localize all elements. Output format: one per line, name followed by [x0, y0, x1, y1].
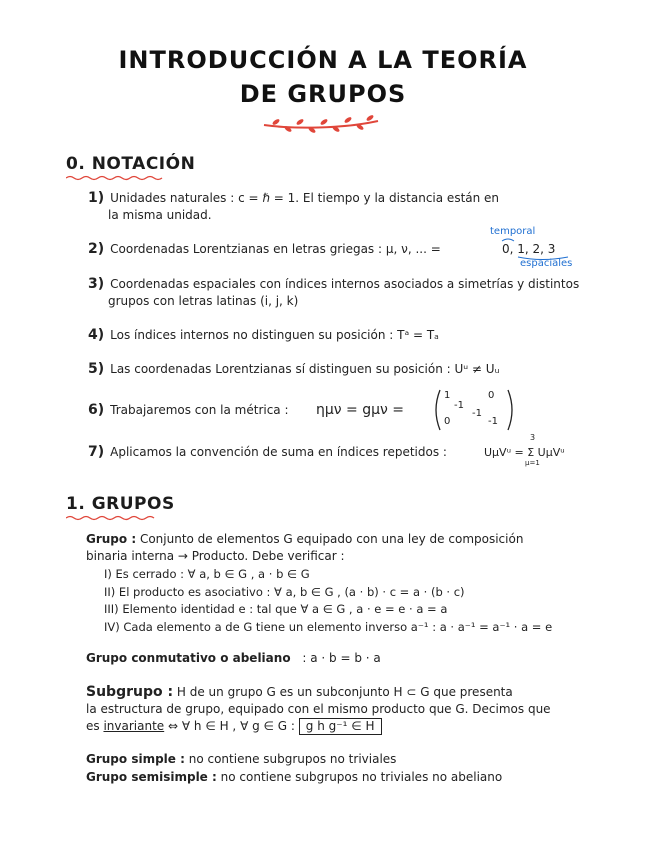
- item-text: Las coordenadas Lorentzianas sí distinguen su posición : Uᵘ ≠ Uᵤ: [110, 362, 500, 376]
- simple-text: no contiene subgrupos no triviales: [188, 752, 397, 766]
- grupo-definition-text: Conjunto de elementos G equipado con una ley de composición: [139, 532, 524, 546]
- definition-semisimple: [86, 769, 502, 786]
- term-subgrupo: Subgrupo :: [86, 684, 174, 700]
- metric-formula: ημν = gμν =: [316, 402, 405, 418]
- matrix-entry: 0: [488, 390, 495, 401]
- item-text: Aplicamos la convención de suma en índices repetidos :: [110, 445, 447, 459]
- group-axioms-list: [104, 566, 552, 636]
- title-line-2: DE GRUPOS: [239, 80, 407, 108]
- matrix-entry: -1: [472, 408, 482, 419]
- subgrupo-condition: ⇔ ∀ h ∈ H , ∀ g ∈ G :: [168, 719, 295, 733]
- notation-item-1: [88, 190, 578, 224]
- item-text: Coordenadas Lorentzianas en letras griegas : μ, ν, ... =: [110, 242, 441, 256]
- abeliano-formula: : a · b = b · a: [302, 651, 381, 665]
- axiom-identity: III) Elemento identidad e : tal que ∀ a ∈ G , a · e = e · a = a: [104, 602, 448, 616]
- term-semisimple: Grupo semisimple :: [86, 770, 217, 784]
- notation-item-3: [88, 276, 579, 310]
- label-temporal: temporal: [490, 226, 536, 237]
- item-number: 5): [88, 361, 105, 377]
- definition-simple: [86, 751, 396, 768]
- sum-upper-limit: 3: [530, 433, 536, 442]
- boxed-invariance-formula: g h g⁻¹ ∈ H: [299, 718, 382, 735]
- label-espaciales: espaciales: [520, 258, 573, 269]
- section-heading-text: 0. NOTACIÓN: [66, 154, 196, 174]
- term-simple: Grupo simple :: [86, 752, 185, 766]
- term-abeliano: Grupo conmutativo o abeliano: [86, 651, 291, 665]
- term-invariante: invariante: [103, 719, 165, 733]
- item-number: 1): [88, 190, 105, 206]
- definition-subgrupo: [86, 684, 551, 735]
- section-heading-notacion: [66, 154, 195, 174]
- notation-item-2: [88, 241, 441, 258]
- definition-abeliano: [86, 650, 381, 667]
- matrix-entry: -1: [488, 416, 498, 427]
- wavy-underline-icon: [66, 515, 156, 521]
- decorative-vine-icon: [262, 113, 382, 135]
- grupo-definition-continued: binaria interna → Producto. Debe verificar :: [86, 549, 345, 563]
- axiom-inverse: IV) Cada elemento a de G tiene un elemento inverso a⁻¹ : a · a⁻¹ = a⁻¹ · a = e: [104, 619, 553, 634]
- item-text-continued: grupos con letras latinas (i, j, k): [108, 294, 299, 308]
- metric-matrix: [432, 388, 516, 432]
- section-heading-grupos: [66, 494, 175, 514]
- item-number: 4): [88, 327, 105, 343]
- section-heading-text: 1. GRUPOS: [66, 494, 175, 514]
- notation-item-5: [88, 361, 499, 378]
- matrix-entry: 1: [444, 390, 451, 401]
- term-grupo: Grupo :: [86, 532, 137, 546]
- semisimple-text: no contiene subgrupos no triviales no abeliano: [220, 770, 503, 784]
- item-number: 2): [88, 241, 105, 257]
- notation-item-7: [88, 444, 447, 461]
- sum-lower-limit: μ=1: [525, 459, 540, 467]
- item-text: Unidades naturales : c = ℏ = 1. El tiempo y la distancia están en: [110, 191, 500, 205]
- item-text: Trabajaremos con la métrica :: [110, 403, 289, 417]
- axiom-associativity: II) El producto es asociativo : ∀ a, b ∈ G , (a · b) · c = a · (b · c): [104, 584, 465, 599]
- lorentz-index-values: 0, 1, 2, 3: [502, 242, 556, 256]
- sum-formula: UμVᵘ = Σ UμVᵘ: [484, 446, 565, 459]
- item-number: 6): [88, 402, 105, 418]
- subgrupo-text: H de un grupo G es un subconjunto H ⊂ G que presenta: [176, 685, 513, 699]
- wavy-underline-icon: [66, 175, 164, 181]
- subgrupo-text-continued: la estructura de grupo, equipado con el mismo producto que G. Decimos que: [86, 702, 551, 716]
- matrix-entry: 0: [444, 416, 451, 427]
- item-text-continued: la misma unidad.: [108, 208, 212, 222]
- notation-item-4: [88, 327, 439, 344]
- item-text: Coordenadas espaciales con índices internos asociados a simetrías y distintos: [110, 277, 580, 291]
- matrix-entry: -1: [454, 400, 464, 411]
- axiom-closure: I) Es cerrado : ∀ a, b ∈ G , a · b ∈ G: [104, 567, 310, 581]
- subgrupo-text-es: es: [86, 719, 100, 733]
- index-brackets-icon: [500, 237, 572, 261]
- notation-item-6: [88, 402, 289, 419]
- item-text: Los índices internos no distinguen su posición : Tᵃ = Tₐ: [110, 328, 439, 342]
- item-number: 7): [88, 444, 105, 460]
- title-line-1: INTRODUCCIÓN A LA TEORÍA: [118, 46, 528, 74]
- item-number: 3): [88, 276, 105, 292]
- definition-grupo: [86, 531, 576, 565]
